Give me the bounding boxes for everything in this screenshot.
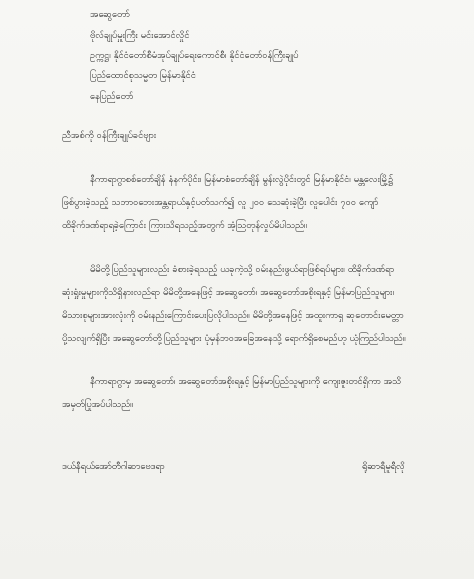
paragraph-1-line-3: ထိခိုက်ဒဏ်ရာရခဲ့ကြောင်း ကြားသိရသည့်အတွက် အံ့သြတုန်လှုပ်မိပါသည်။ bbox=[62, 220, 307, 231]
address-line-2: ဗိုလ်ချုပ်မှူးကြီး မင်းအောင်လှိုင် bbox=[90, 30, 190, 41]
paragraph-3-line-1: နီကာရာဂွာမှ အဆွေတော်၊ အဆွေတော်အစိုးရနှင့် မြန်မာပြည်သူများကို ကျေးဇူးတင်ရှိကာ အသိ bbox=[90, 376, 402, 387]
paragraph-2-line-4: ပို့သလျက်ရှိပြီး အဆွေတော်တို့ပြည်သူများ ပုံမှန်ဘဝအခြေအနေသို့ ရောက်ရှိစေမည်ဟု ယုံကြည်ပါသည်။ bbox=[62, 333, 406, 344]
address-line-4: ပြည်ထောင်စုသမ္မတ မြန်မာနိုင်ငံ bbox=[90, 70, 196, 81]
paragraph-2-line-1: မိမိတို့ပြည်သူများလည်း ခံစားခဲ့ရသည့် ယခုကဲ့သို့ ဝမ်းနည်းဖွယ်ရာဖြစ်ရပ်များ၊ ထိခိုက်ဒဏ်ရာ bbox=[90, 264, 395, 275]
signature-right: ရိုဆာရီမူရီလို bbox=[362, 461, 405, 472]
salutation: ညီအစ်ကို ဝန်ကြီးချုပ်ခင်ဗျား bbox=[62, 130, 157, 141]
paragraph-1-line-2: ဖြစ်ပွားခဲ့သည့် သဘာဝဘေးအန္တရာယ်နှင့်ပတ်သက်၍ လူ ၂၀၀ သေဆုံးခဲ့ပြီး လူပေါင်း ၇၀၀ ကျော် bbox=[62, 197, 379, 208]
paragraph-2-line-3: မိသားစုများအားလုံးကို ဝမ်းနည်းကြောင်းပေးပြလိုပါသည်။ မိမိတို့အနေဖြင့် အထူးကာရှ ဆုတောင်းမေတ္တာ bbox=[62, 310, 404, 321]
paragraph-1-line-1: နီကာရာဂွာစစ်တော်ချိန် နံနက်ပိုင်း၊ မြန်မာစံတော်ချိန် မွန်းလွဲပိုင်းတွင် မြန်မာနိုင်ငံ၊ မန္တလေးမြို့၌ bbox=[90, 174, 394, 185]
paragraph-2-line-2: ဆုံးရှုံးမှုများကိုသိရှိနားလည်ရာ မိမိတို့အနေဖြင့် အဆွေတော်၊ အဆွေတော်အစိုးရနှင့် မြန်မာပြည်သူများ၊ bbox=[62, 287, 394, 298]
paragraph-3-line-2: အမှတ်ပြုအပ်ပါသည်။ bbox=[62, 399, 133, 410]
address-line-3: ဥက္ကဋ္ဌ၊ နိုင်ငံတော်စီမံအုပ်ချုပ်ရေးကောင်စီ၊ နိုင်ငံတော်ဝန်ကြီးချုပ် bbox=[90, 50, 299, 61]
signature-left: ဒယ်နီရယ်အော်တီဂါဆာဗေဒရာ bbox=[62, 461, 165, 472]
address-line-1: အဆွေတော် bbox=[90, 9, 130, 20]
address-line-5: နေပြည်တော် bbox=[90, 91, 134, 102]
